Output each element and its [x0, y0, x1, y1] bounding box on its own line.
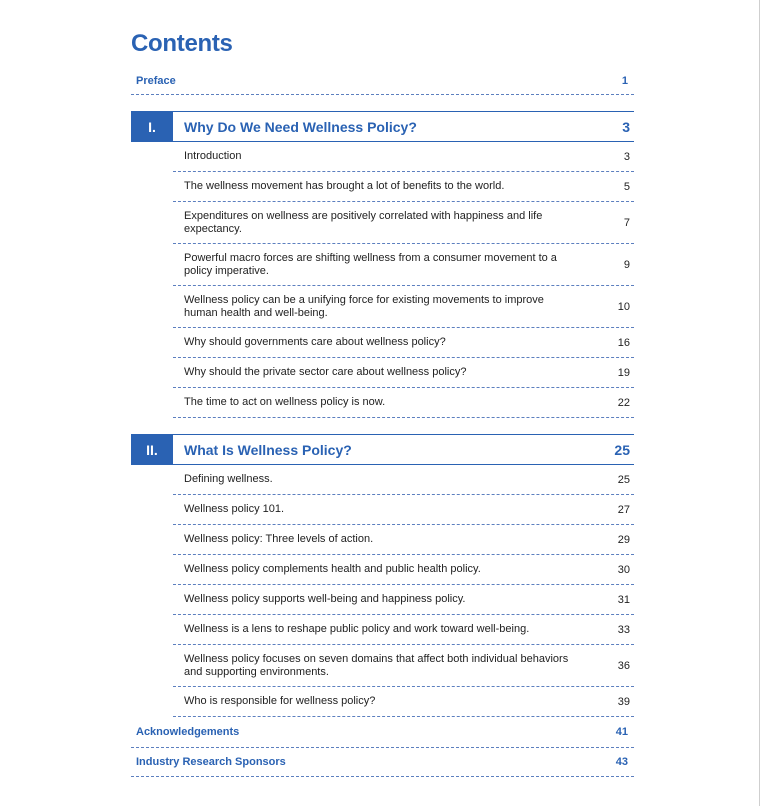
toc-sponsors-page: 43: [615, 756, 628, 768]
toc-entry-page: 27: [617, 503, 630, 516]
section-number-badge: I.: [131, 112, 173, 142]
toc-entry-page: 16: [617, 336, 630, 349]
toc-entry[interactable]: [173, 202, 634, 244]
toc-entry[interactable]: [173, 388, 634, 418]
toc-entry[interactable]: [173, 525, 634, 555]
toc-preface-page: 1: [621, 75, 628, 87]
toc-entry-page: 5: [623, 180, 630, 193]
toc-entry-page: 7: [623, 216, 630, 229]
toc-entry-text: Wellness policy complements health and public health policy.: [184, 563, 481, 575]
toc-entry-page: 9: [623, 258, 630, 271]
toc-preface-label: Preface: [136, 75, 176, 87]
section-page: 25: [614, 441, 630, 458]
toc-entry[interactable]: [173, 244, 634, 286]
toc-entry-page: 31: [617, 593, 630, 606]
toc-entry-page: 30: [617, 563, 630, 576]
toc-entry-text: Wellness policy supports well-being and happiness policy.: [184, 593, 466, 605]
toc-entry[interactable]: [173, 172, 634, 202]
toc-entry-page: 33: [617, 623, 630, 636]
toc-entry-text: The time to act on wellness policy is now.: [184, 396, 386, 408]
toc-entry[interactable]: [173, 328, 634, 358]
toc-entry[interactable]: [173, 585, 634, 615]
toc-section-2: [131, 434, 634, 717]
toc-entry-text: Wellness policy 101.: [184, 503, 285, 515]
toc-entry-text: Introduction: [184, 150, 242, 162]
section-title: Why Do We Need Wellness Policy?: [184, 118, 417, 135]
section-number-badge: II.: [131, 435, 173, 465]
toc-entry-text: Wellness policy can be a unifying force for existing movements to improve human health and well-being.: [184, 293, 544, 319]
toc-entry-page: 22: [617, 396, 630, 409]
toc-sponsors-row[interactable]: [131, 748, 634, 777]
toc-entry[interactable]: [173, 142, 634, 172]
toc-entry[interactable]: [173, 645, 634, 687]
section-header[interactable]: [131, 434, 634, 465]
toc-entry-text: Why should governments care about wellness policy?: [184, 336, 446, 348]
toc-acknowledgements-page: 41: [615, 726, 628, 738]
toc-entry[interactable]: [173, 495, 634, 525]
toc-entry-page: 25: [617, 473, 630, 486]
toc-entry-page: 19: [617, 366, 630, 379]
toc-entry-text: The wellness movement has brought a lot of benefits to the world.: [184, 180, 505, 192]
toc-entry[interactable]: [173, 465, 634, 495]
toc-entry-page: 3: [623, 150, 630, 163]
toc-entry[interactable]: [173, 555, 634, 585]
toc-acknowledgements-label: Acknowledgements: [136, 726, 240, 738]
section-header[interactable]: [131, 111, 634, 142]
section-entries: [173, 142, 634, 418]
toc-entry-page: 29: [617, 533, 630, 546]
section-page: 3: [622, 118, 630, 135]
toc-sponsors-label: Industry Research Sponsors: [136, 756, 286, 768]
toc-entry-text: Defining wellness.: [184, 473, 273, 485]
toc-entry[interactable]: [173, 358, 634, 388]
toc-entry-text: Wellness policy: Three levels of action.: [184, 533, 374, 545]
toc-entry-page: 39: [617, 695, 630, 708]
toc-entry-text: Who is responsible for wellness policy?: [184, 695, 376, 707]
toc-entry-page: 10: [617, 300, 630, 313]
toc-entry-text: Wellness is a lens to reshape public policy and work toward well-being.: [184, 623, 530, 635]
section-title: What Is Wellness Policy?: [184, 441, 352, 458]
toc-acknowledgements-row[interactable]: [131, 717, 634, 748]
toc-section-1: [131, 111, 634, 418]
toc-entry-page: 36: [617, 659, 630, 672]
toc-entry-text: Wellness policy focuses on seven domains that affect both individual behaviors and supporting environments.: [184, 652, 569, 678]
toc-entry-text: Expenditures on wellness are positively correlated with happiness and life expectancy.: [184, 209, 543, 235]
toc-entry[interactable]: [173, 687, 634, 717]
toc-entry[interactable]: [173, 286, 634, 328]
section-entries: [173, 465, 634, 717]
toc-entry-text: Why should the private sector care about wellness policy?: [184, 366, 467, 378]
page-title: Contents: [131, 30, 233, 57]
toc-preface-row[interactable]: [131, 68, 634, 95]
toc-entry[interactable]: [173, 615, 634, 645]
toc-entry-text: Powerful macro forces are shifting wellness from a consumer movement to a policy imperative.: [184, 251, 557, 277]
table-of-contents: [131, 30, 634, 777]
